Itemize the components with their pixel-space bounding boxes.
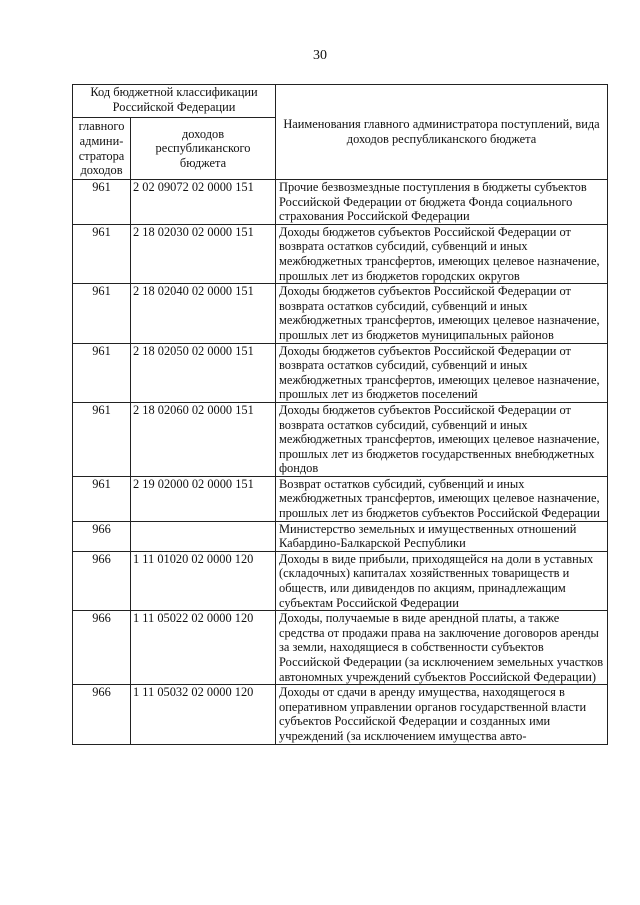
table-row [73, 551, 608, 610]
table-row [73, 611, 608, 685]
table-row [73, 402, 608, 476]
table-row [73, 521, 608, 551]
table-row [73, 476, 608, 521]
admin-code: 961 [73, 402, 131, 476]
income-name: Возврат остатков субсидий, субвенций и иных межбюджетных трансфертов, имеющих целевое назначение, прошлых лет из бюджетов субъектов Российской Федерации [276, 476, 608, 521]
table-row [73, 343, 608, 402]
income-code: 2 18 02030 02 0000 151 [131, 224, 276, 283]
income-code: 2 18 02040 02 0000 151 [131, 284, 276, 343]
admin-code: 966 [73, 521, 131, 551]
income-code: 2 02 09072 02 0000 151 [131, 180, 276, 225]
admin-code: 961 [73, 180, 131, 225]
classification-title-header: Код бюджетной классификации Российской Федерации [73, 85, 276, 118]
income-name: Доходы бюджетов субъектов Российской Федерации от возврата остатков субсидий, субвенций и иных межбюджетных трансфертов, имеющих целевое назначение, прошлых лет из бюджетов государственных внебюджетных фондов [276, 402, 608, 476]
income-code: 2 18 02050 02 0000 151 [131, 343, 276, 402]
table-row [73, 685, 608, 744]
income-name: Прочие безвозмездные поступления в бюджеты субъектов Российской Федерации от бюджета Фонда социального страхования Российской Федерации [276, 180, 608, 225]
income-column-header: доходов республиканского бюджета [131, 118, 276, 180]
budget-classification-table [72, 84, 608, 745]
admin-code: 961 [73, 284, 131, 343]
income-name: Доходы бюджетов субъектов Российской Федерации от возврата остатков субсидий, субвенций и иных межбюджетных трансфертов, имеющих целевое назначение, прошлых лет из бюджетов муниципальных районов [276, 284, 608, 343]
income-name: Министерство земельных и имущественных отношений Кабардино-Балкарской Республики [276, 521, 608, 551]
table-row [73, 224, 608, 283]
admin-code: 961 [73, 224, 131, 283]
admin-code: 966 [73, 551, 131, 610]
income-code: 2 18 02060 02 0000 151 [131, 402, 276, 476]
admin-code: 966 [73, 685, 131, 744]
admin-code: 966 [73, 611, 131, 685]
admin-code: 961 [73, 343, 131, 402]
income-code: 1 11 05032 02 0000 120 [131, 685, 276, 744]
income-code: 2 19 02000 02 0000 151 [131, 476, 276, 521]
admin-code: 961 [73, 476, 131, 521]
income-name: Доходы в виде прибыли, приходящейся на доли в уставных (складочных) капиталах хозяйственных товариществ и обществ, или дивидендов по акциям, принадлежащим субъектам Российской Федерации [276, 551, 608, 610]
income-code: 1 11 05022 02 0000 120 [131, 611, 276, 685]
income-name: Доходы бюджетов субъектов Российской Федерации от возврата остатков субсидий, субвенций и иных межбюджетных трансфертов, имеющих целевое назначение, прошлых лет из бюджетов городских округов [276, 224, 608, 283]
income-name: Доходы от сдачи в аренду имущества, находящегося в оперативном управлении органов государственной власти субъектов Российской Федерации и созданных ими учреждений (за исключением имущества авто- [276, 685, 608, 744]
table-row [73, 180, 608, 225]
income-name: Доходы бюджетов субъектов Российской Федерации от возврата остатков субсидий, субвенций и иных межбюджетных трансфертов, имеющих целевое назначение, прошлых лет из бюджетов поселений [276, 343, 608, 402]
page-number: 30 [313, 48, 327, 63]
income-code: 1 11 01020 02 0000 120 [131, 551, 276, 610]
name-column-header: Наименования главного администратора поступлений, вида доходов республиканского бюджета [276, 85, 608, 180]
table-row [73, 284, 608, 343]
income-name: Доходы, получаемые в виде арендной платы, а также средства от продажи права на заключение договоров аренды за земли, находящиеся в собственности субъектов Российской Федерации (за исключением земельных участков автономных учреждений субъектов Российской Федерации) [276, 611, 608, 685]
income-code [131, 521, 276, 551]
admin-column-header: главного админи-стратора доходов [73, 118, 131, 180]
